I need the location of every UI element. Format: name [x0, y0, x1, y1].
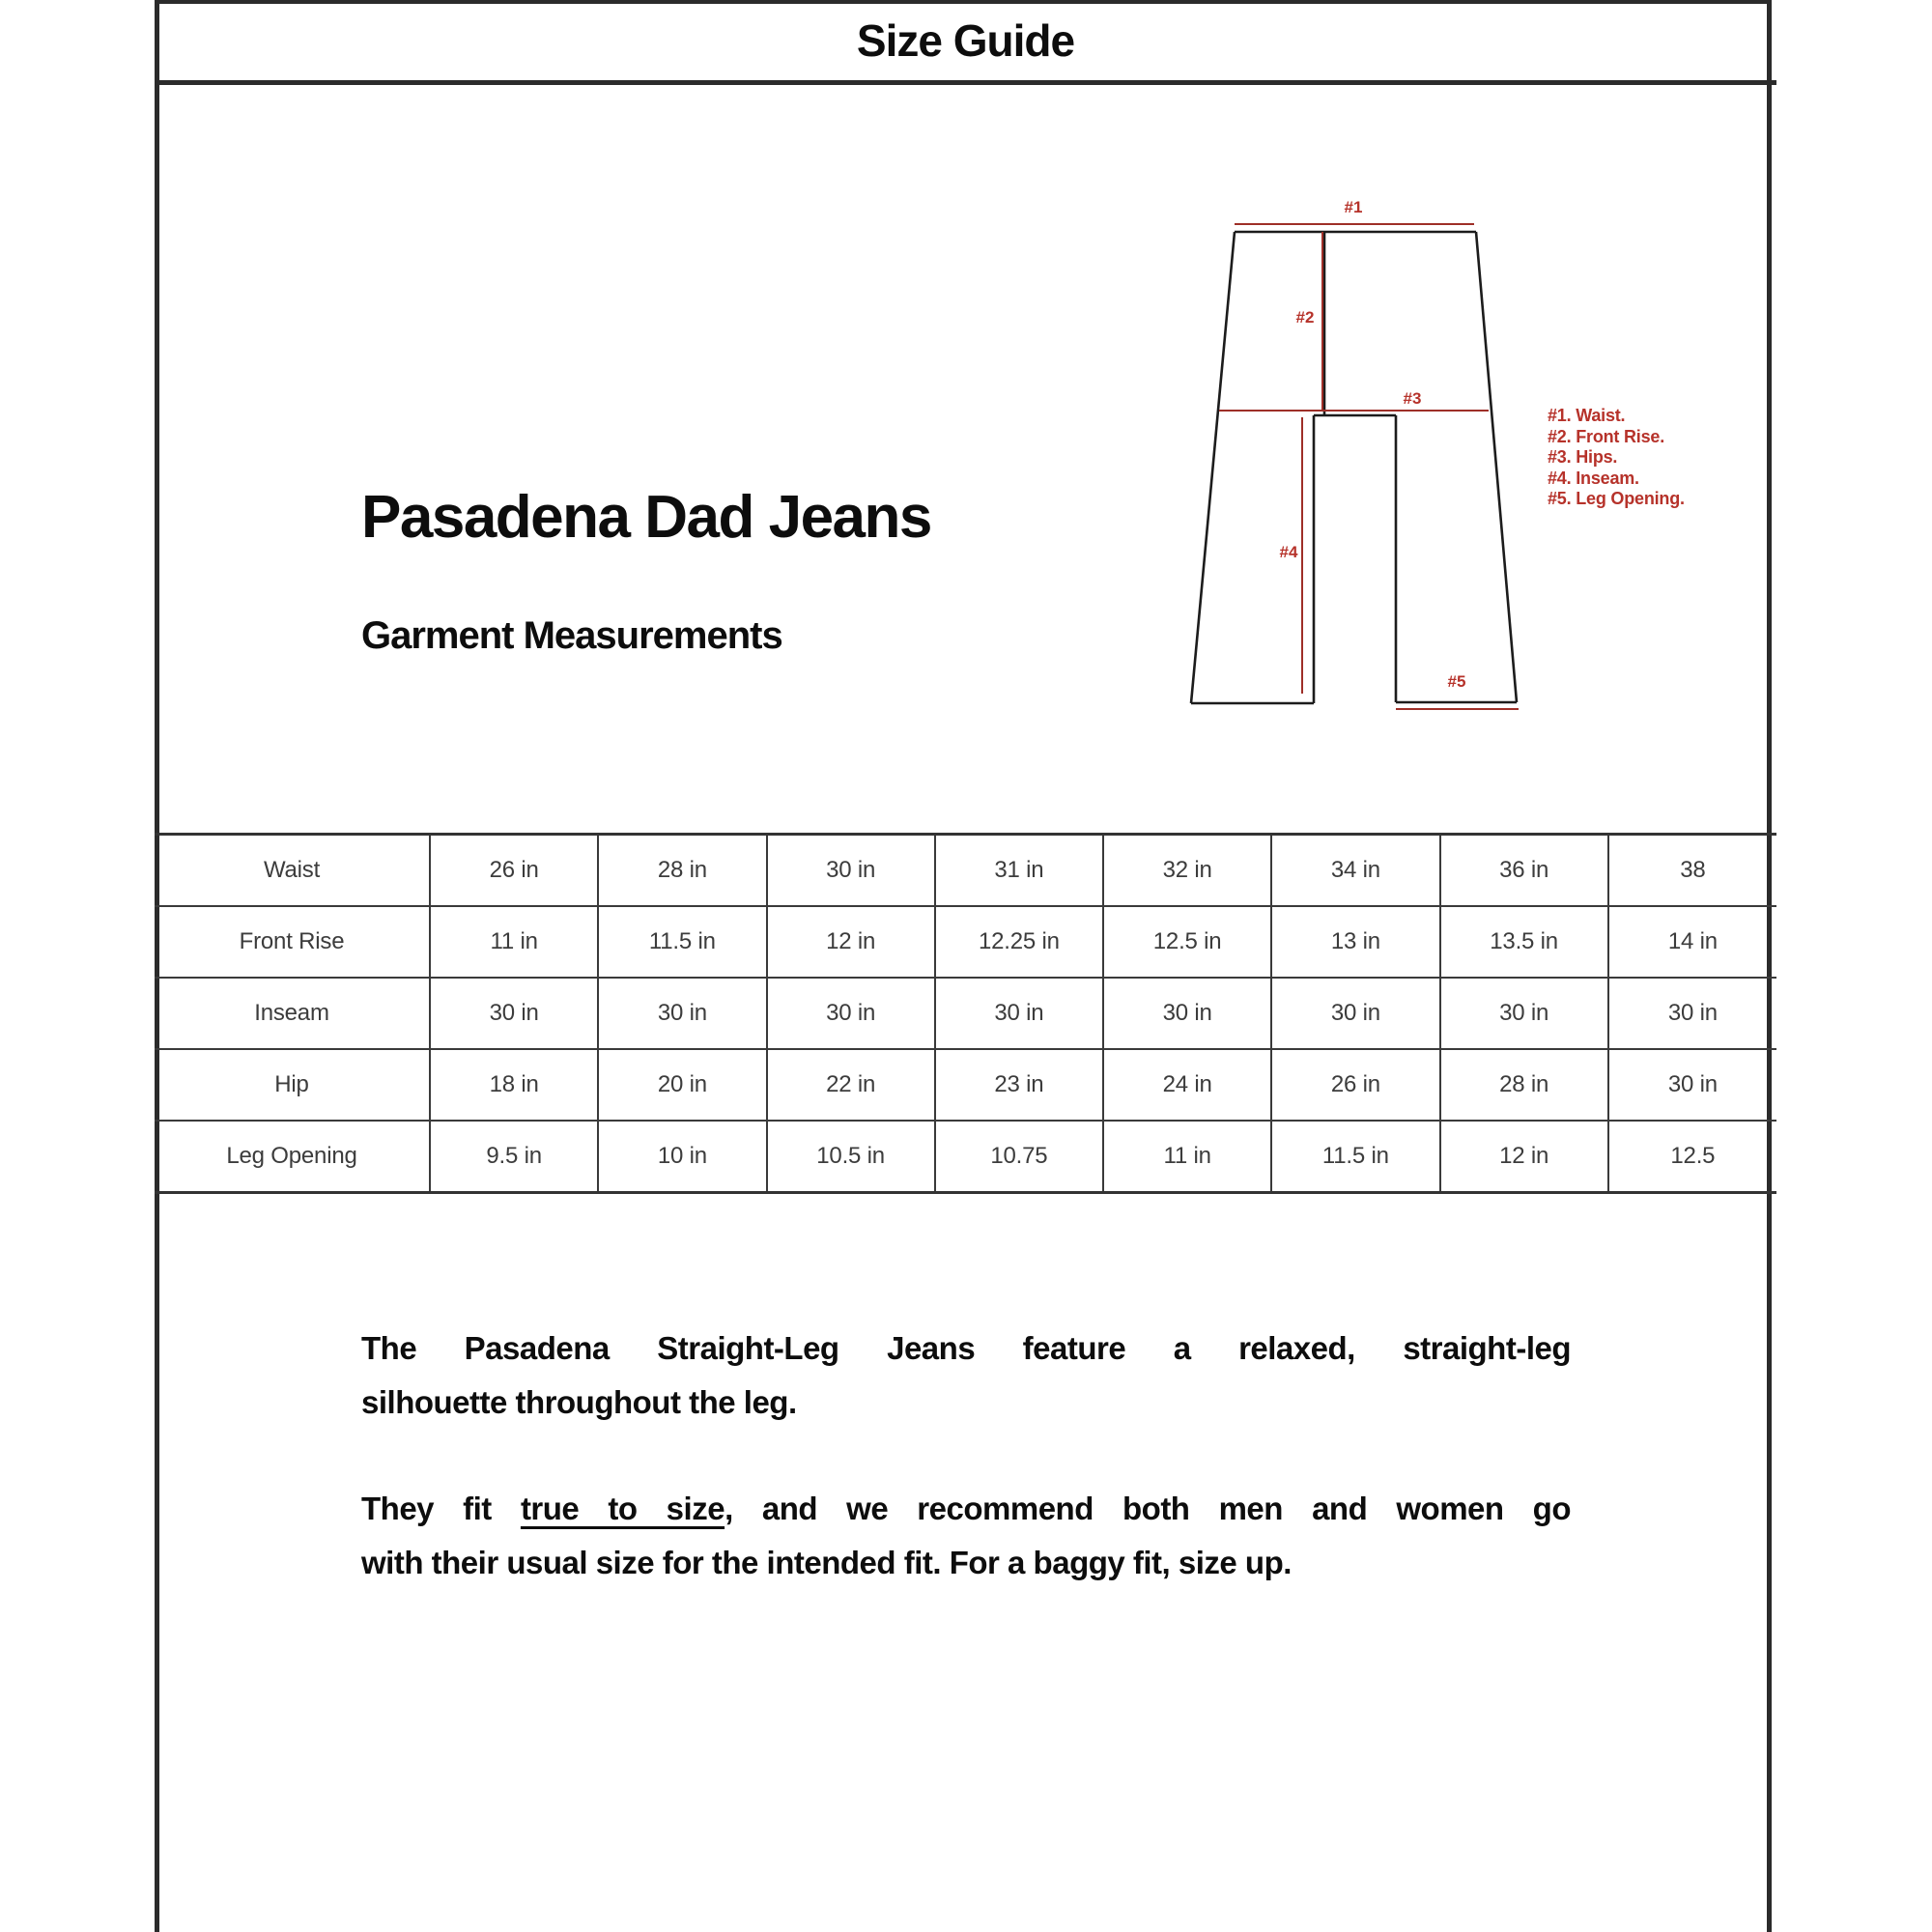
cell: 13 in	[1271, 906, 1439, 978]
cell: 30 in	[767, 978, 935, 1049]
cell: 12.5 in	[1103, 906, 1271, 978]
description-line	[361, 1482, 1571, 1536]
cell: 11 in	[1103, 1121, 1271, 1193]
row-label: Front Rise	[155, 906, 430, 978]
measurement-lines	[1219, 224, 1519, 709]
cell: 30 in	[1608, 978, 1776, 1049]
cell: 20 in	[598, 1049, 766, 1121]
cell: 22 in	[767, 1049, 935, 1121]
description-line: with their usual size for the intended fit. For a baggy fit, size up.	[361, 1545, 1292, 1580]
cell: 26 in	[430, 835, 598, 907]
cell: 28 in	[598, 835, 766, 907]
cell: 30 in	[767, 835, 935, 907]
cell: 13.5 in	[1440, 906, 1608, 978]
measurements-table	[155, 833, 1776, 1194]
legend-item-hips: #3. Hips.	[1548, 447, 1618, 467]
cell: 38	[1608, 835, 1776, 907]
cell: 30 in	[935, 978, 1103, 1049]
front-rise-label-icon: #2	[1295, 308, 1315, 327]
description-paragraph-2	[361, 1482, 1571, 1590]
cell: 11.5 in	[598, 906, 766, 978]
cell: 12.25 in	[935, 906, 1103, 978]
pants-outline	[1191, 232, 1517, 703]
table-row-leg-opening	[155, 1121, 1776, 1193]
inseam-label-icon: #4	[1279, 543, 1298, 561]
description-paragraph-1	[361, 1321, 1571, 1430]
cell: 9.5 in	[430, 1121, 598, 1193]
cell: 36 in	[1440, 835, 1608, 907]
cell: 30 in	[1271, 978, 1439, 1049]
cell: 12 in	[1440, 1121, 1608, 1193]
description-line: silhouette throughout the leg.	[361, 1384, 797, 1420]
product-title: Pasadena Dad Jeans	[361, 484, 931, 551]
cell: 23 in	[935, 1049, 1103, 1121]
row-label: Hip	[155, 1049, 430, 1121]
cell: 26 in	[1271, 1049, 1439, 1121]
legend-item-front-rise: #2. Front Rise.	[1548, 426, 1665, 446]
page-title: Size Guide	[856, 14, 1075, 66]
legend-item-inseam: #4. Inseam.	[1548, 468, 1639, 488]
description-line: The Pasadena Straight-Leg Jeans feature a relaxed, straight-leg	[361, 1330, 1571, 1366]
cell: 28 in	[1440, 1049, 1608, 1121]
true-to-size-underlined: true to size	[520, 1491, 725, 1526]
legend-item-leg-opening: #5. Leg Opening.	[1548, 489, 1685, 508]
cell: 30 in	[1440, 978, 1608, 1049]
cell: 24 in	[1103, 1049, 1271, 1121]
row-label: Waist	[155, 835, 430, 907]
cell: 32 in	[1103, 835, 1271, 907]
cell: 11.5 in	[1271, 1121, 1439, 1193]
table-row-inseam	[155, 978, 1776, 1049]
cell: 10.5 in	[767, 1121, 935, 1193]
table-row-waist	[155, 835, 1776, 907]
cell: 31 in	[935, 835, 1103, 907]
diagram-legend	[1548, 406, 1685, 510]
cell: 30 in	[430, 978, 598, 1049]
cell: 34 in	[1271, 835, 1439, 907]
cell: 10 in	[598, 1121, 766, 1193]
fit-text-prefix: They fit	[361, 1491, 521, 1526]
measurement-labels	[1280, 198, 1466, 691]
cell: 12 in	[767, 906, 935, 978]
cell: 14 in	[1608, 906, 1776, 978]
header-band	[155, 0, 1776, 85]
fit-text-suffix: , and we recommend both men and women go	[724, 1491, 1571, 1526]
leg-opening-label-icon: #5	[1447, 672, 1466, 691]
cell: 30 in	[598, 978, 766, 1049]
table-row-front-rise	[155, 906, 1776, 978]
cell: 12.5	[1608, 1121, 1776, 1193]
table-row-hip	[155, 1049, 1776, 1121]
hips-label-icon: #3	[1403, 389, 1422, 408]
cell: 30 in	[1103, 978, 1271, 1049]
row-label: Inseam	[155, 978, 430, 1049]
cell: 30 in	[1608, 1049, 1776, 1121]
product-subtitle: Garment Measurements	[361, 614, 782, 657]
row-label: Leg Opening	[155, 1121, 430, 1193]
cell: 18 in	[430, 1049, 598, 1121]
waist-label-icon: #1	[1344, 198, 1363, 216]
legend-item-waist: #1. Waist.	[1548, 406, 1626, 425]
cell: 10.75	[935, 1121, 1103, 1193]
cell: 11 in	[430, 906, 598, 978]
